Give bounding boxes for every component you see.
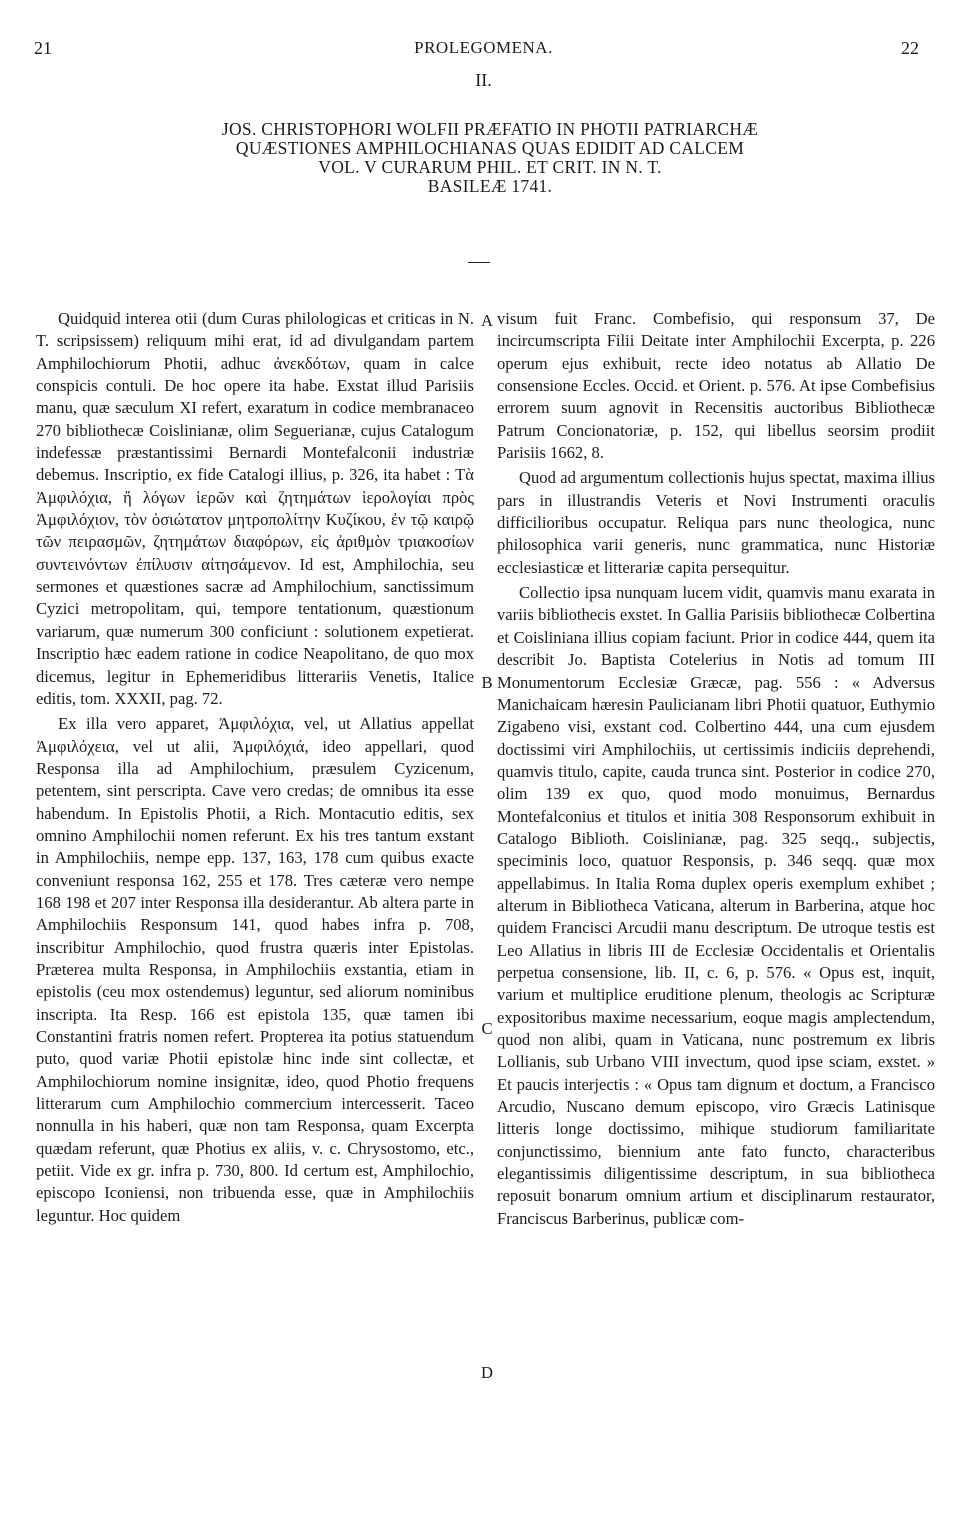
right-paragraph-3: Collectio ipsa nunquam lucem vidit, quamvis manu exarata in variis bibliothecis exstet. In Gallia Parisiis bibliothecæ Colbertina et Coisliniana illius copiam faciunt. Prior in codice 444, quem ita describit Jo. Baptista Cotelerius in Notis ad tomum III Monumentorum Ecclesiæ Græcæ, pag. 556 : « Adversus Manichaicam hæresin Paulicianam libri Photii quatuor, Euthymio Zigabeno visi, exstant cod. Colbertino 444, una cum ejusdem doctissimi viri Amphilochiis, ut certissimis indiciis deprehendi, quamvis titulo, capite, cauda trunca sint. Posterior in codice 270, olim 139 ex quo, quod modo monuimus, Bernardus Montefalconius et titulos et initia 308 Responsorum exhibuit in Catalogo Biblioth. Coislinianæ, pag. 325 seqq., subjectis, speciminis loco, quatuor Responsis, p. 346 seqq. quæ mox appellabimus. In Italia Roma duplex operis exemplum exhibet ; alterum in Bibliotheca Vaticana, alterum in Barberina, atque hoc quidem Francisci Arcudii manu descriptum. De utroque testis est Leo Allatius in libris III de Ecclesiæ Occidentalis et Orientalis perpetua consensione, lib. II, c. 6, p. 576. « Opus est, inquit, varium et multiplice eruditione plenum, theologis ac Scripturæ expositoribus maxime necessarium, eoque magis amplectendum, quod non alibi, quam in Vaticana, nunc postremum ex libris Lollianis, sub Urbano VIII invectum, quod ipse sciam, exstet. » Et paucis interjectis : « Opus tam dignum et doctum, a Francisco Arcudio, Nuscano demum episcopo, viro Græcis Latinisque litteris longe doctissimo, mihique studiorum familiaritate conjunctissimo, biennium ante fato functo, characteribus elegantissimis diligentissime descriptum, in sua bibliotheca reposuit bonarum omnium artium et disciplinarum restaurator, Franciscus Barberinus, publicæ com- bbox=[497, 583, 935, 1228]
title-line-2: QUÆSTIONES AMPHILOCHIANAS QUAS EDIDIT AD CALCEM bbox=[235, 138, 745, 158]
title-line-3: VOL. V CURARUM PHIL. ET CRIT. IN N. T. bbox=[318, 157, 662, 177]
title-line-1: JOS. CHRISTOPHORI WOLFII PRÆFATIO IN PHOTII PATRIARCHÆ bbox=[221, 119, 759, 139]
left-paragraph-2: Ex illa vero apparet, Ἀμφιλόχια, vel, ut Allatius appellat Ἀμφιλόχεια, vel ut alii, Ἀμφιλόχιά, ideo appellari, quod Responsa illa ad Amphilochium, præsulem Cyzicenum, petentem, sint perscripta. Cave vero credas; de omnibus ita esse habendum. In Epistolis Photii, a Rich. Montacutio editis, sex omnino Amphilochii nomen referunt. Ex his tres tantum exstant in Amphilochiis, nempe epp. 137, 163, 178 cum quibus exacte conveniunt responsa 162, 255 et 178. Tres cæteræ vero nempe 168 198 et 207 inter Responsa illa desiderantur. Ab altera parte in Amphilochiis Responsum 141, quod habes infra p. 708, inscribitur Amphilochio, quod frustra quæris inter Epistolas. Præterea multa Responsa, in Amphilochiis exstantia, etiam in epistolis (ceu mox ostendemus) leguntur, sed aliorum nominibus inscripta. Ita Resp. 166 est epistola 135, quæ tamen ibi Constantini fratris nomen refert. Propterea ita potius statuendum puto, quod variæ Photii epistolæ hinc inde sint collectæ, et Amphilochiorum nomine insignitæ, ideo, quod Photio frequens litterarum cum Amphilochio commercium intercesserit. Taceo nonnulla in his haberi, quæ non tam Responsa, quam Excerpta quædam referunt, quæ Photius ex aliis, v. c. Chrysostomo, etc., petiit. Vide ex gr. infra p. 730, 800. Id certum est, Amphilochio, episcopo Iconiensi, non tribuenda esse, quæ in Amphilochiis leguntur. Hoc quidem bbox=[36, 714, 474, 1225]
margin-marker-d: D bbox=[481, 1363, 493, 1382]
left-paragraph-1: Quidquid interea otii (dum Curas philologicas et criticas in N. T. scripsissem) reliquum mihi erat, id ad divulgandam partem Amphilochiorum Photii, adhuc ἀνεκδότων, quam in calce conspicis contuli. De hoc opere ita habe. Exstat illud Parisiis manu, quæ sæculum XI refert, exaratum in codice membranaceo 270 bibliothecæ Coislinianæ, olim Seguerianæ, cujus Catalogum indefessæ præstantissimi Bernardi Montefalconii industriæ debemus. Inscriptio, ex fide Catalogi illius, p. 326, ita habet : Τὰ Ἀμφιλόχια, ἤ λόγων ἱερῶν καὶ ζητημάτων ἱερολογίαι πρὸς Ἀμφιλόχιον, τὸν ὁσιώτατον μητροπολίτην Κυζίκου, ἐν τῷ καιρῷ τῶν πειρασμῶν, ζητημάτων διαφόρων, εἰς ἀριθμὸν τριακοσίων συντεινόντων ἐπίλυσιν αἰτησάμενον. Id est, Amphilochia, seu sermones et quæstiones sacræ ad Amphilochium, sanctissimum Cyzici metropolitam, qui, tempore tentationum, quæstionum variarum, quæ numerum 300 conficiunt : solutionem expetierat. Inscriptio hæc eadem ratione in codice Neapolitano, de quo mox dicemus, legitur in Ephemeridibus litterariis Venetis, Italice editis, tom. XXXII, pag. 72. bbox=[36, 309, 474, 708]
title-divider bbox=[468, 262, 490, 263]
margin-marker-a: A bbox=[481, 311, 493, 330]
document-title bbox=[120, 120, 860, 196]
right-column bbox=[497, 308, 935, 1230]
right-paragraph-2: Quod ad argumentum collectionis hujus spectat, maxima illius pars in illustrandis Veteris et Novi Instrumenti oraculis difficilioribus occupatur. Reliqua pars nunc theologica, nunc philosophica varii generis, nunc grammatica, nunc Historiæ ecclesiasticæ et litterariæ capita persequitur. bbox=[497, 468, 935, 577]
right-paragraph-1: visum fuit Franc. Combefisio, qui responsum 37, De incircumscripta Filii Deitate inter Amphilochii Excerpta, p. 226 operum ejus exhibuit, recte ideo notatus ab Allatio De consensione Eccles. Occid. et Orient. p. 576. At ipse Combefisius errorem suum agnovit in Recensitis auctoribus Bibliothecæ Patrum Concionatoriæ, p. 152, qui libellus seorsim prodiit Parisiis 1662, 8. bbox=[497, 309, 935, 463]
margin-marker-b: B bbox=[481, 673, 493, 692]
left-column bbox=[36, 308, 474, 1227]
page-number-right: 22 bbox=[901, 38, 919, 58]
section-number: II. bbox=[475, 70, 492, 90]
page-number-left: 21 bbox=[34, 38, 52, 58]
running-title: PROLEGOMENA. bbox=[414, 38, 553, 57]
margin-marker-c: C bbox=[481, 1019, 493, 1038]
title-line-4: BASILEÆ 1741. bbox=[427, 176, 553, 196]
